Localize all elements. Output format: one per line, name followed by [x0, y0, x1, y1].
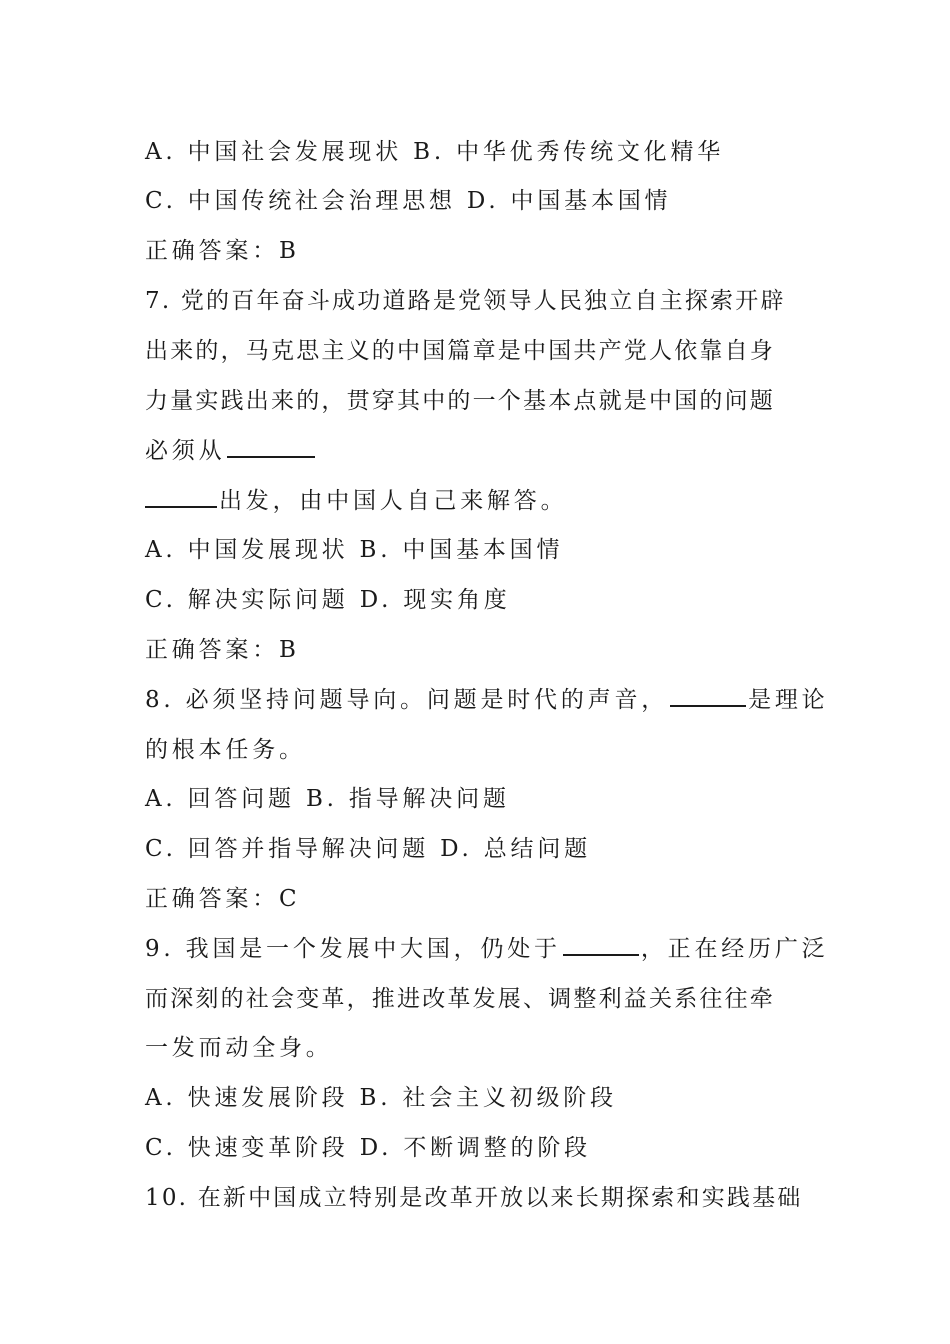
q8-text-line1-suffix: 是理论: [748, 687, 829, 713]
q6-options-cd: C. 中国传统社会治理思想 D. 中国基本国情: [145, 188, 672, 214]
q7-text-line4-prefix: 必须从: [145, 438, 226, 464]
q7-text-line3: 力量实践出来的，贯穿其中的一个基本点就是中国的问题: [145, 388, 775, 414]
q9-text-line1-suffix: ，正在经历广泛: [640, 936, 829, 962]
q7-blank-2: [145, 505, 217, 508]
q7-text-line5: [145, 486, 567, 516]
q7-text-line1: 7. 党的百年奋斗成功道路是党领导人民独立自主探索开辟: [145, 288, 786, 314]
q8-text-line1-prefix: 8. 必须坚持问题导向。问题是时代的声音，: [145, 687, 669, 713]
q7-answer: 正确答案：B: [145, 637, 300, 663]
q9-text-line3: 一发而动全身。: [145, 1035, 333, 1061]
q7-blank-1: [227, 455, 315, 458]
q9-text-line1: [145, 934, 828, 964]
q7-text-line4: [145, 436, 317, 466]
q8-answer: 正确答案：C: [145, 886, 301, 912]
q9-text-line1-prefix: 9. 我国是一个发展中大国，仍处于: [145, 936, 561, 962]
q10-text-line1: 10. 在新中国成立特别是改革开放以来长期探索和实践基础: [145, 1185, 803, 1211]
q8-options-cd: C. 回答并指导解决问题 D. 总结问题: [145, 836, 591, 862]
q8-options-ab: A. 回答问题 B. 指导解决问题: [145, 786, 510, 812]
q7-options-cd: C. 解决实际问题 D. 现实角度: [145, 587, 511, 613]
q7-text-line5-suffix: 出发，由中国人自己来解答。: [219, 488, 568, 514]
q8-text-line2: 的根本任务。: [145, 737, 306, 763]
q8-text-line1: [145, 685, 828, 715]
q9-text-line2: 而深刻的社会变革，推进改革发展、调整利益关系往往牵: [145, 986, 775, 1012]
q7-options-ab: A. 中国发展现状 B. 中国基本国情: [145, 537, 564, 563]
q9-options-cd: C. 快速变革阶段 D. 不断调整的阶段: [145, 1135, 591, 1161]
q8-blank: [670, 704, 746, 707]
q9-options-ab: A. 快速发展阶段 B. 社会主义初级阶段: [145, 1085, 617, 1111]
q9-blank: [563, 953, 639, 956]
q6-options-ab: A. 中国社会发展现状 B. 中华优秀传统文化精华: [145, 139, 725, 165]
q7-text-line2: 出来的，马克思主义的中国篇章是中国共产党人依靠自身: [145, 338, 775, 364]
q6-answer: 正确答案：B: [145, 238, 300, 264]
